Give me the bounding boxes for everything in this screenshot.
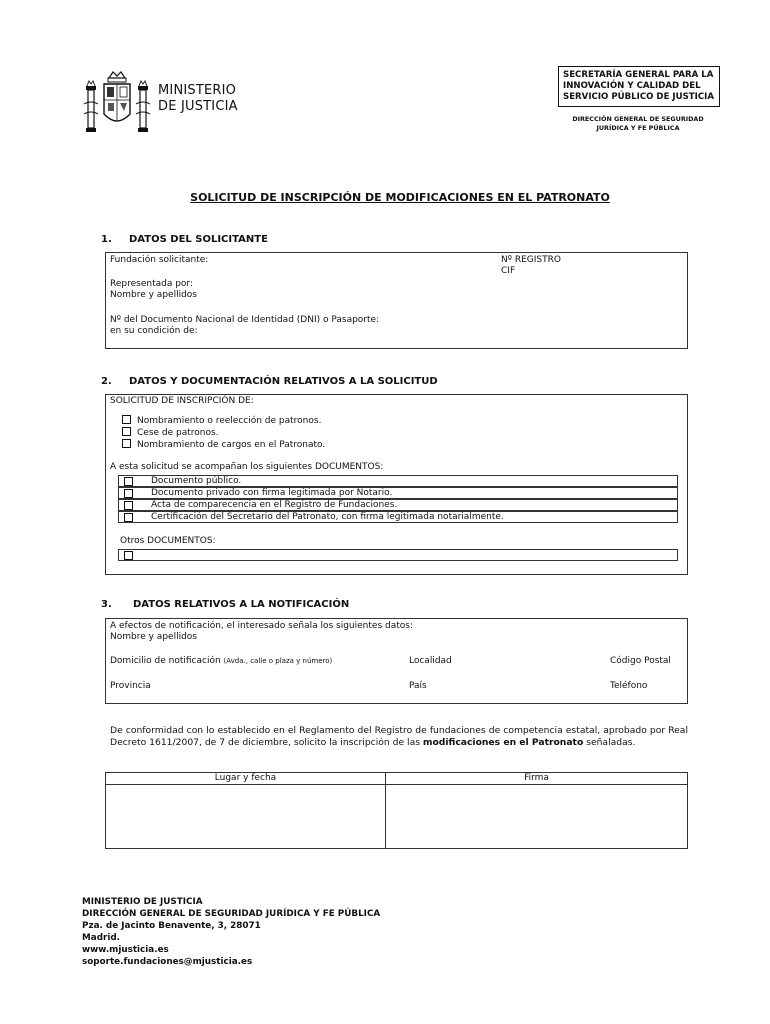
section-2-heading xyxy=(101,376,438,387)
section-3-heading xyxy=(101,599,349,610)
secretaria-line-1: SECRETARÍA GENERAL PARA LA xyxy=(563,70,714,80)
option-nombramiento-label: Nombramiento o reelección de patronos. xyxy=(137,416,322,426)
footer-street: Pza. de Jacinto Benavente, 3, 28071 xyxy=(82,921,261,931)
checkbox-documento-publico[interactable] xyxy=(124,477,133,486)
section-1-heading xyxy=(101,234,268,245)
footer-website-link[interactable]: www.mjusticia.es xyxy=(82,945,169,955)
option-cese[interactable] xyxy=(122,427,219,439)
footer-email-link[interactable]: soporte.fundaciones@mjusticia.es xyxy=(82,957,253,967)
solicitud-label: SOLICITUD DE INSCRIPCIÓN DE: xyxy=(110,396,254,406)
footer-ministerio: MINISTERIO DE JUSTICIA xyxy=(82,897,203,907)
firma-label: Firma xyxy=(524,773,549,783)
notificacion-box[interactable] xyxy=(105,618,688,704)
fundacion-label: Fundación solicitante: xyxy=(110,255,209,265)
codigo-postal-label: Código Postal xyxy=(610,656,671,666)
certificacion-label: Certificación del Secretario del Patronato, con firma legitimada notarialmente. xyxy=(151,512,504,522)
ministerio-label xyxy=(158,83,238,115)
checkbox-cargos[interactable] xyxy=(122,439,131,448)
ministerio-line-2: DE JUSTICIA xyxy=(158,99,238,114)
checkbox-acta[interactable] xyxy=(124,501,133,510)
provincia-label: Provincia xyxy=(110,681,151,691)
conformidad-text: De conformidad con lo establecido en el Reglamento del Registro de fundaciones de competencia estatal, aprobado por Real Decreto 1611/2007, de 7 de diciembre, solicito la inscripción de las xyxy=(110,725,688,748)
efectos-label: A efectos de notificación, el interesado señala los siguientes datos: xyxy=(110,621,413,631)
notif-nombre-label: Nombre y apellidos xyxy=(110,632,197,642)
conformidad-paragraph xyxy=(110,725,688,749)
direccion-line-1: DIRECCIÓN GENERAL DE SEGURIDAD xyxy=(572,115,704,123)
direccion-label xyxy=(558,115,718,133)
section-2-number: 2. xyxy=(101,376,112,387)
section-2-title: DATOS Y DOCUMENTACIÓN RELATIVOS A LA SOLICITUD xyxy=(129,376,438,387)
footer-direccion: DIRECCIÓN GENERAL DE SEGURIDAD JURÍDICA Y FE PÚBLICA xyxy=(82,909,381,919)
acta-label: Acta de comparecencia en el Registro de Fundaciones. xyxy=(151,500,398,510)
telefono-label: Teléfono xyxy=(610,681,648,691)
documento-row[interactable] xyxy=(118,511,678,523)
domicilio-hint: (Avda., calle o plaza y número) xyxy=(223,657,333,665)
option-cargos-label: Nombramiento de cargos en el Patronato. xyxy=(137,440,326,450)
documento-row[interactable] xyxy=(118,499,678,511)
checkbox-certificacion[interactable] xyxy=(124,513,133,522)
otros-documentos-row[interactable] xyxy=(118,549,678,561)
documento-privado-label: Documento privado con firma legitimada por Notario. xyxy=(151,488,393,498)
signature-table xyxy=(105,772,688,849)
checkbox-otros[interactable] xyxy=(124,551,133,560)
condicion-label: en su condición de: xyxy=(110,326,198,336)
coat-of-arms-icon xyxy=(82,70,152,138)
direccion-line-2: JURÍDICA Y FE PÚBLICA xyxy=(596,124,680,132)
secretaria-line-2: INNOVACIÓN Y CALIDAD DEL xyxy=(563,81,701,91)
option-cese-label: Cese de patronos. xyxy=(137,428,219,438)
page-title: SOLICITUD DE INSCRIPCIÓN DE MODIFICACIONES EN EL PATRONATO xyxy=(190,191,610,204)
dni-label: Nº del Documento Nacional de Identidad (DNI) o Pasaporte: xyxy=(110,315,380,325)
checkbox-documento-privado[interactable] xyxy=(124,489,133,498)
firma-field[interactable] xyxy=(386,785,687,848)
section-1-number: 1. xyxy=(101,234,112,245)
documento-row[interactable] xyxy=(118,487,678,499)
checkbox-cese[interactable] xyxy=(122,427,131,436)
registro-label: Nº REGISTRO xyxy=(501,255,561,265)
option-nombramiento[interactable] xyxy=(122,415,321,427)
footer-address xyxy=(82,896,380,968)
ministerio-line-1: MINISTERIO xyxy=(158,83,237,98)
section-3-title: DATOS RELATIVOS A LA NOTIFICACIÓN xyxy=(133,599,350,610)
conformidad-bold: modificaciones en el Patronato xyxy=(422,737,584,748)
cif-label: CIF xyxy=(501,266,516,276)
documento-row[interactable] xyxy=(118,475,678,487)
secretaria-box xyxy=(558,66,720,107)
pais-label: País xyxy=(409,681,427,691)
lugar-fecha-field[interactable] xyxy=(106,785,385,848)
lugar-fecha-label: Lugar y fecha xyxy=(214,773,277,783)
secretaria-line-3: SERVICIO PÚBLICO DE JUSTICIA xyxy=(563,92,715,102)
checkbox-nombramiento[interactable] xyxy=(122,415,131,424)
nombre-label: Nombre y apellidos xyxy=(110,290,197,300)
conformidad-end: señaladas. xyxy=(583,737,636,748)
footer-city: Madrid. xyxy=(82,933,120,943)
documentos-label: A esta solicitud se acompañan los siguientes DOCUMENTOS: xyxy=(110,462,384,472)
documento-publico-label: Documento público. xyxy=(151,476,242,486)
solicitante-box[interactable] xyxy=(105,252,688,349)
domicilio-label xyxy=(110,656,332,667)
representada-label: Representada por: xyxy=(110,279,193,289)
domicilio-text: Domicilio de notificación xyxy=(110,656,221,666)
option-cargos[interactable] xyxy=(122,439,325,451)
section-3-number: 3. xyxy=(101,599,112,610)
otros-documentos-label: Otros DOCUMENTOS: xyxy=(120,536,216,546)
section-1-title: DATOS DEL SOLICITANTE xyxy=(129,234,268,245)
localidad-label: Localidad xyxy=(409,656,452,666)
